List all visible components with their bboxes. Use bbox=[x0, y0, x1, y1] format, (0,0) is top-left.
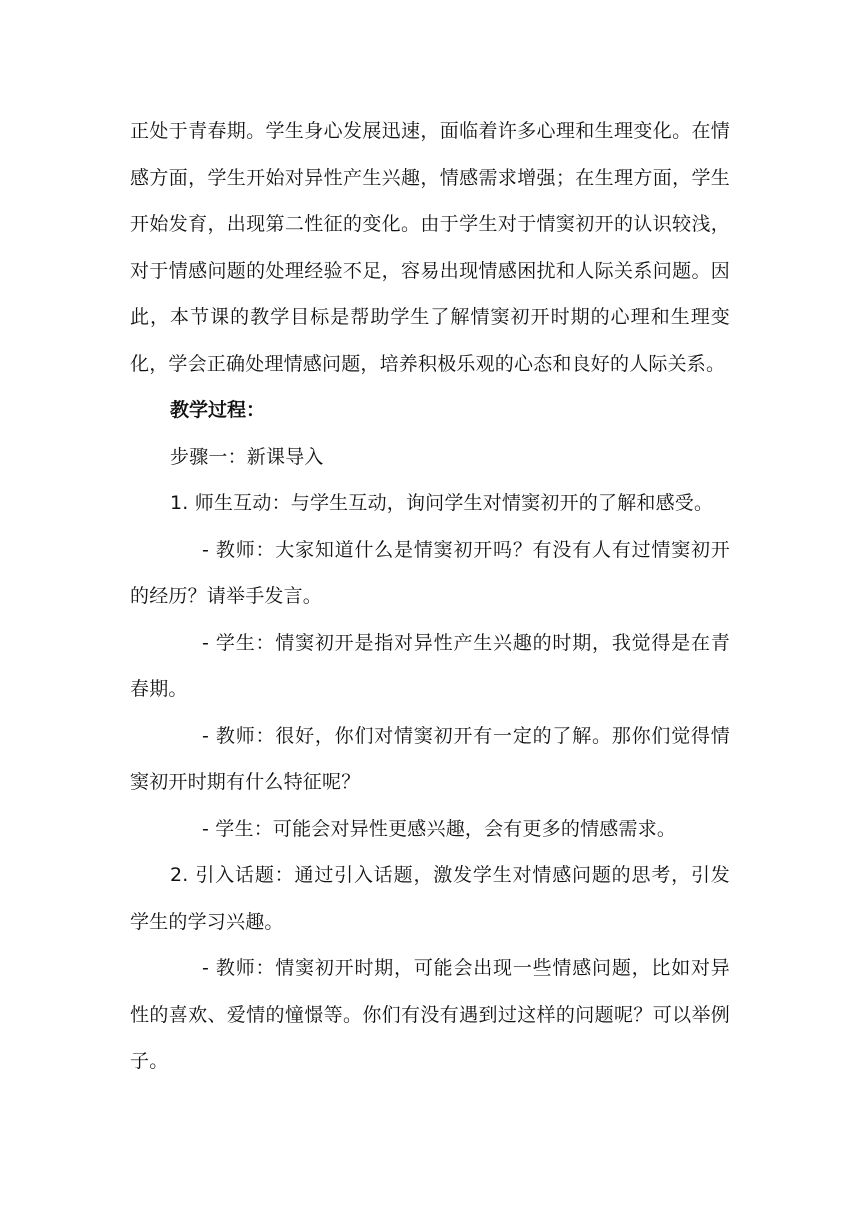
teaching-process-heading: 教学过程： bbox=[170, 399, 266, 421]
list-item-interaction: 1. 师生互动：与学生互动，询问学生对情窦初开的了解和感受。 bbox=[170, 492, 714, 514]
dialogue-teacher-1: - 教师：大家知道什么是情窦初开吗？有没有人有过情窦初开的经历？请举手发言。 bbox=[130, 538, 730, 607]
step-one-title: 步骤一：新课导入 bbox=[170, 445, 324, 468]
dialogue-student-2: - 学生：可能会对异性更感兴趣，会有更多的情感需求。 bbox=[202, 817, 677, 840]
document-page bbox=[130, 108, 730, 1085]
intro-paragraph: 正处于青春期。学生身心发展迅速，面临着许多心理和生理变化。在情感方面，学生开始对异性产生兴趣，情感需求增强；在生理方面，学生开始发育，出现第二性征的变化。由于学生对于情窦初开的认识较浅，对于情感问题的处理经验不足，容易出现情感困扰和人际关系问题。因此，本节课的教学目标是帮助学生了解情窦初开时期的心理和生理变化，学会正确处理情感问题，培养积极乐观的心态和良好的人际关系。 bbox=[130, 120, 730, 375]
list-item-topic: 2. 引入话题：通过引入话题，激发学生对情感问题的思考，引发学生的学习兴趣。 bbox=[130, 864, 730, 933]
dialogue-student-1: - 学生：情窦初开是指对异性产生兴趣的时期，我觉得是在青春期。 bbox=[130, 631, 730, 700]
dialogue-teacher-3: - 教师：情窦初开时期，可能会出现一些情感问题，比如对异性的喜欢、爱情的憧憬等。你们有没有遇到过这样的问题呢？可以举例子。 bbox=[130, 957, 730, 1072]
dialogue-teacher-2: - 教师：很好，你们对情窦初开有一定的了解。那你们觉得情窦初开时期有什么特征呢？ bbox=[130, 724, 730, 793]
